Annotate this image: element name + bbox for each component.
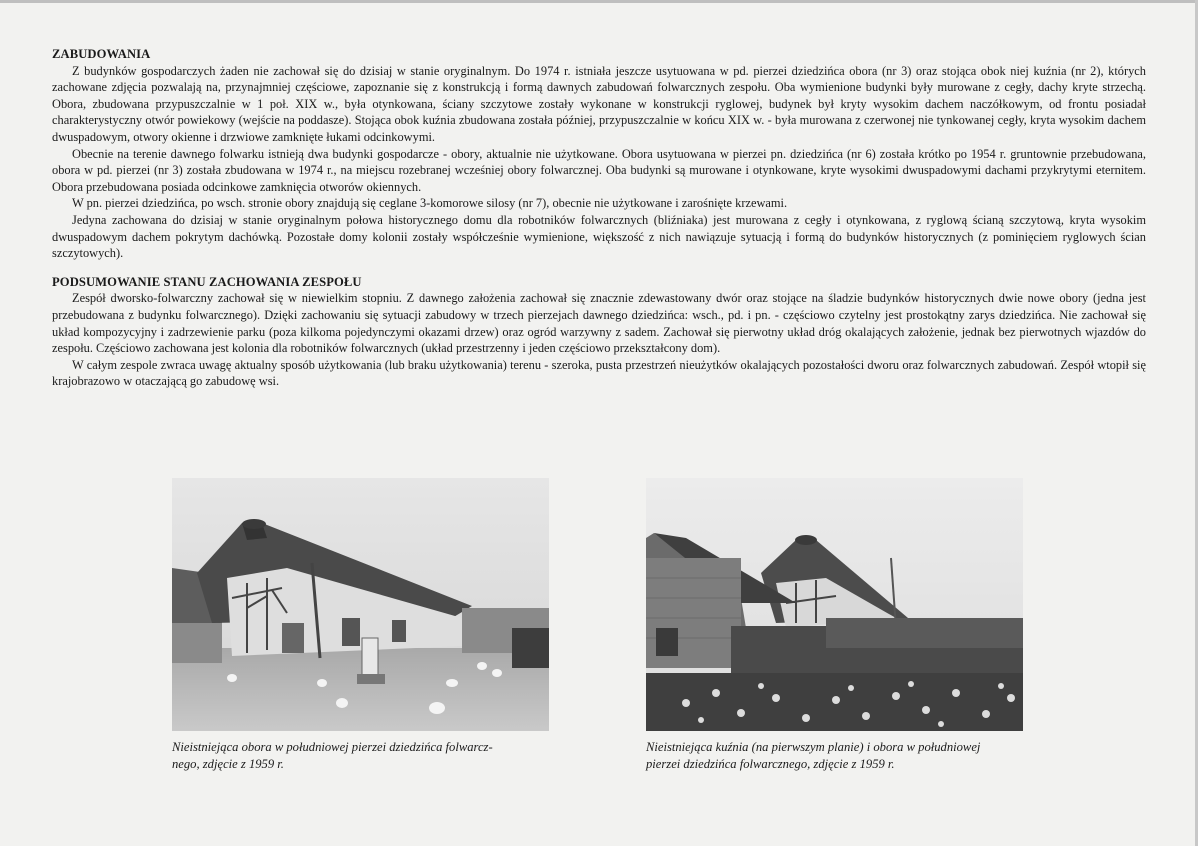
caption-line: Nieistniejąca kuźnia (na pierwszym planie) i obora w południowej — [646, 740, 981, 754]
paragraph: W pn. pierzei dziedzińca, po wsch. stronie obory znajdują się ceglane 3-komorowe silosy (nr 7), obecnie nie użytkowane i zarośnięte krzewami. — [72, 196, 788, 211]
scan-edge — [0, 0, 1198, 3]
photo-barn — [172, 478, 549, 731]
paragraph: Zespół dworsko-folwarczny zachował się w niewielkim stopniu. Z dawnego założenia zachował się znacznie zdewastowany dwór oraz stojące na śladzie budynków historycznych dwie nowe obory (jedna jest przebudowana z budynku folwarcznego). Dzięki zachowaniu się sytuacji zabudowy w trzech pierzejach dawnego dziedzińca: wsch., pd. i pn. - częściowo czytelny jest prostokątny zarys dziedzińca. Nie zachował się układ kompozycyjny i zadrzewienie parku (poza kilkoma pojedynczymi okazami drzew) oraz ogród warzywny z sadem. Zachował się pierwotny układ dróg okalających założenie, jednak bez pierwotnych wjazdów do zespołu. Częściowo zachowana jest kolonia dla robotników folwarcznych (układ przestrzenny i jeden częściowo przekształcony dom). — [52, 291, 1146, 356]
paragraph: W całym zespole zwraca uwagę aktualny sposób użytkowania (lub braku użytkowania) terenu - szeroka, pusta przestrzeń nieużytków okalających pozostałości dworu oraz folwarcznych zabudowań. Zespół wtopił się krajobrazowo w otaczającą go zabudowę wsi. — [52, 357, 1146, 389]
caption-line: Nieistniejąca obora w południowej pierzei dziedzińca folwarcz- — [172, 740, 493, 754]
paragraph: Jedyna zachowana do dzisiaj w stanie oryginalnym połowa historycznego domu dla robotników folwarcznych (bliźniaka) jest murowana z cegły i otynkowana, z ryglową ścianą szczytową, kryta wysokim dwuspadowym dachem pokrytym dachówką. Pozostałe domy kolonii zostały współcześnie wymienione, większość z nich nawiązuje sytuacją i formą do budynków historycznych (z pominięciem ryglowych ścian szczytowych). — [52, 212, 1146, 261]
section-heading-zabudowania: ZABUDOWANIA — [52, 47, 151, 61]
paragraph: Obecnie na terenie dawnego folwarku istnieją dwa budynki gospodarcze - obory, aktualnie nie użytkowane. Obora usytuowana w pierzei pn. dziedzińca (nr 6) została krótko po 1954 r. gruntownie przebudowana, obora w pd. pierzei (nr 3) została zbudowana w 1974 r., na miejscu rozebranej wcześniej obory folwarcznej. Oba budynki są murowane i otynkowane, kryte wysokimi dwuspadowymi dachami przykrytymi eternitem. Obora przebudowana posiada odcinkowe zamknięcia otworów okiennych. — [52, 146, 1146, 194]
section-spacer — [52, 262, 1146, 274]
caption-line: nego, zdjęcie z 1959 r. — [172, 757, 284, 771]
text-body — [52, 46, 1146, 390]
figure-caption-1 — [172, 739, 572, 773]
paragraph: Z budynków gospodarczych żaden nie zachował się do dzisiaj w stanie oryginalnym. Do 1974 r. istniała jeszcze usytuowana w pd. pierzei dziedzińca obora (nr 3) oraz stojąca obok niej kuźnia (nr 2), których zachowane zdjęcia pozwalają na, przynajmniej częściowe, zapoznanie się z konstrukcją i formą dawnych zabudowań folwarcznych zespołu. Oba wymienione budynki były murowane z cegły, dachy kryte strzechą. Obora, zbudowana przypuszczalnie w 1 poł. XIX w., była otynkowana, ściany szczytowe zostały wykonane w konstrukcji ryglowej, budynek był kryty wysokim dachem naczółkowym, od frontu posiadał charakterystyczny otwór powiekowy (wejście na poddasze). Stojąca obok kuźnia zbudowana została później, przypuszczalnie w końcu XIX w. - była murowana z czerwonej nie tynkowanej cegły, kryta wysokim dachem dwuspadowym, otwory okienne i drzwiowe zamknięte łukami odcinkowymi. — [52, 63, 1146, 144]
caption-line: pierzei dziedzińca folwarcznego, zdjęcie z 1959 r. — [646, 757, 895, 771]
section-heading-podsumowanie: PODSUMOWANIE STANU ZACHOWANIA ZESPOŁU — [52, 274, 362, 289]
figure-caption-2 — [646, 739, 1046, 773]
photo-smithy — [646, 478, 1023, 731]
